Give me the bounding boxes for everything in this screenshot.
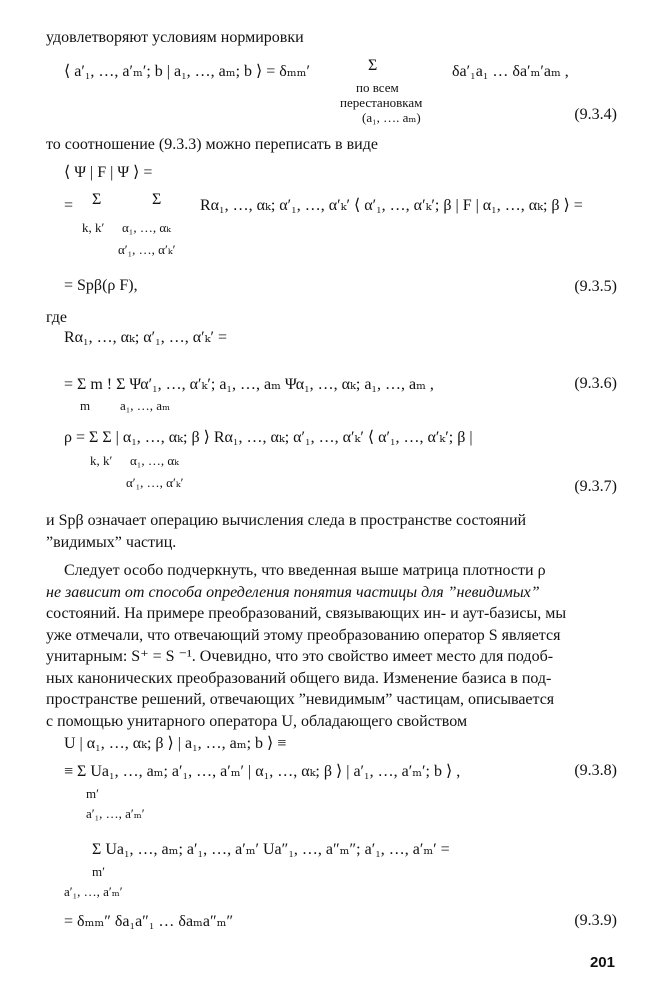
page-number: 201 bbox=[589, 954, 615, 971]
eq-9-3-5-body: Rα₁, …, αₖ; α′₁, …, α′ₖ′ ⟨ α′₁, …, α′ₖ′; β | F | α₁, …, αₖ; β ⟩ = bbox=[200, 197, 583, 214]
eq-9-3-5-sum-1: Σ bbox=[92, 191, 102, 208]
eq-9-3-6-line-2: = Σ m ! Σ Ψα′₁, …, α′ₖ′; a₁, …, aₘ Ψα₁, …, αₖ; a₁, …, aₘ , bbox=[64, 376, 434, 393]
eq-9-3-8-number: (9.3.8) bbox=[574, 762, 617, 779]
eq-9-3-5-line-3: = Spβ(ρ F), bbox=[64, 277, 138, 294]
paragraph-2-line-6: ных канонических преобразований общего вида. Изменение базиса в под- bbox=[46, 669, 552, 687]
eq-9-3-8-line-1: U | α₁, …, αₖ; β ⟩ | a₁, …, aₘ; b ⟩ ≡ bbox=[64, 735, 287, 752]
eq-9-3-9-sub-1: m′ bbox=[92, 864, 105, 879]
eq-9-3-6-number: (9.3.6) bbox=[574, 375, 617, 392]
paragraph-2-line-2: не зависит от способа определения понятия частицы для ”невидимых” bbox=[46, 583, 540, 601]
eq-9-3-9-sub-2: a′₁, …, a′ₘ′ bbox=[64, 884, 123, 899]
eq-9-3-6-sub-a: a₁, …, aₘ bbox=[120, 398, 171, 413]
eq-9-3-5-eq-sign: = bbox=[64, 197, 74, 214]
paragraph-2-line-8: с помощью унитарного оператора U, обладающего свойством bbox=[46, 712, 468, 730]
eq-9-3-7-sub-2: α₁, …, αₖ bbox=[130, 453, 179, 468]
eq-9-3-7-line-1: ρ = Σ Σ | α₁, …, αₖ; β ⟩ Rα₁, …, αₖ; α′₁, …, α′ₖ′ ⟨ α′₁, …, α′ₖ′; β | bbox=[64, 429, 473, 446]
paragraph-2-line-7: пространстве решений, отвечающих ”невидимым” частицам, описывается bbox=[46, 691, 555, 708]
paragraph-2-line-4: уже отмечали, что отвечающий этому преобразованию оператор S является bbox=[46, 626, 561, 644]
eq-9-3-6-sub-m: m bbox=[80, 398, 91, 413]
eq-9-3-5-sum-2-sub-1: α₁, …, αₖ bbox=[122, 220, 171, 235]
eq-9-3-9-line-1: Σ Ua₁, …, aₘ; a′₁, …, a′ₘ′ Ua″₁, …, a″ₘ″; a′₁, …, a′ₘ′ = bbox=[92, 841, 450, 858]
text-935-intro: то соотношение (9.3.3) можно переписать в виде bbox=[46, 136, 378, 153]
eq-9-3-8-sub-2: a′₁, …, a′ₘ′ bbox=[86, 806, 145, 821]
paragraph-2 bbox=[46, 560, 618, 732]
eq-9-3-5-sum-2-sub-2: α′₁, …, α′ₖ′ bbox=[118, 242, 176, 257]
eq-9-3-5-line-1: ⟨ Ψ | F | Ψ ⟩ = bbox=[64, 164, 153, 181]
eq-9-3-4-lhs: ⟨ a′₁, …, a′ₘ′; b | a₁, …, aₘ; b ⟩ = δₘₘ′ bbox=[64, 63, 310, 80]
eq-9-3-4-sum: Σ bbox=[368, 57, 378, 74]
text-where: где bbox=[46, 309, 68, 326]
eq-9-3-4-number: (9.3.4) bbox=[574, 106, 617, 123]
eq-9-3-4-sum-label-2: перестановкам bbox=[340, 95, 423, 110]
eq-9-3-9-line-3: = δₘₘ″ δa₁a″₁ … δaₘa″ₘ″ bbox=[64, 913, 234, 930]
eq-9-3-8-line-2: ≡ Σ Ua₁, …, aₘ; a′₁, …, a′ₘ′ | α₁, …, αₖ; β ⟩ | a′₁, …, a′ₘ′; b ⟩ , bbox=[64, 763, 461, 780]
paragraph-2-line-5: унитарным: S⁺ = S ⁻¹. Очевидно, что это свойство имеет место для подоб- bbox=[46, 648, 554, 665]
paragraph-1 bbox=[46, 510, 618, 553]
eq-9-3-7-sub-1: k, k′ bbox=[90, 453, 113, 468]
paragraph-1-line-2: ”видимых” частиц. bbox=[46, 533, 177, 551]
eq-9-3-4-rhs: δa′₁a₁ … δa′ₘ′aₘ , bbox=[452, 63, 569, 80]
eq-9-3-4-sum-label-3: (a₁, …. aₘ) bbox=[362, 110, 421, 125]
paragraph-1-line-1: и Spβ означает операцию вычисления следа в пространстве состояний bbox=[46, 512, 527, 529]
intro-line: удовлетворяют условиям нормировки bbox=[46, 29, 304, 46]
eq-9-3-7-number: (9.3.7) bbox=[574, 478, 617, 495]
paragraph-2-line-1: Следует особо подчеркнуть, что введенная выше матрица плотности ρ bbox=[64, 562, 546, 579]
eq-9-3-6-line-1: Rα₁, …, αₖ; α′₁, …, α′ₖ′ = bbox=[64, 329, 227, 346]
eq-9-3-7-sub-3: α′₁, …, α′ₖ′ bbox=[126, 475, 184, 490]
eq-9-3-4-sum-label-1: по всем bbox=[356, 80, 399, 95]
eq-9-3-5-sum-2: Σ bbox=[152, 191, 162, 208]
eq-9-3-9-number: (9.3.9) bbox=[574, 912, 617, 929]
paragraph-2-line-3: состояний. На примере преобразований, связывающих ин- и аут-базисы, мы bbox=[46, 605, 567, 622]
eq-9-3-8-sub-1: m′ bbox=[86, 786, 99, 801]
eq-9-3-5-sum-1-sub: k, k′ bbox=[82, 220, 105, 235]
eq-9-3-5-number: (9.3.5) bbox=[574, 278, 617, 295]
